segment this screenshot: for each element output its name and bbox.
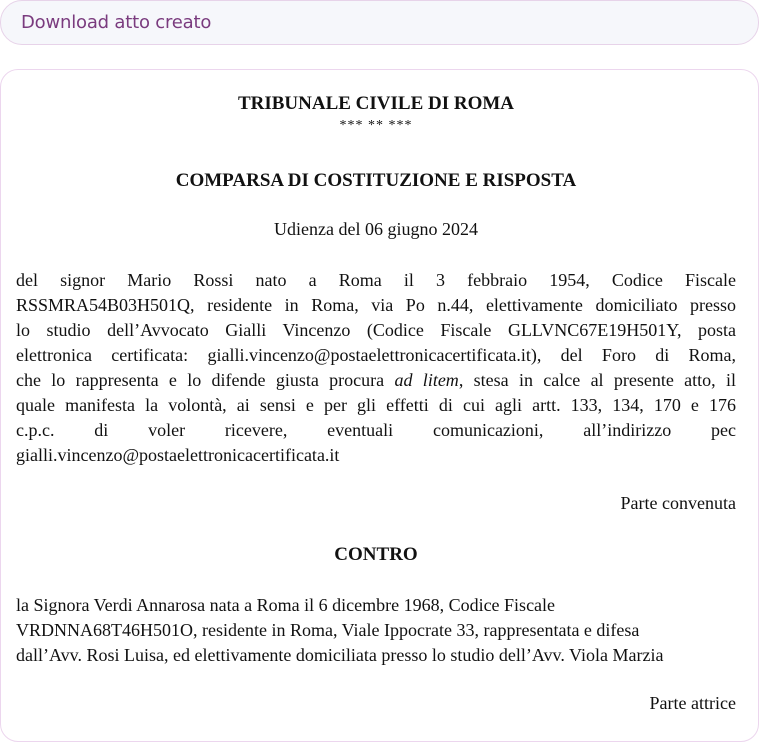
paragraph-line: la Signora Verdi Annarosa nata a Roma il 6 dicembre 1968, Codice Fiscale [16,595,556,615]
court-heading: TRIBUNALE CIVILE DI ROMA [237,93,515,114]
ad-litem-italic: ad litem [394,370,459,390]
download-button[interactable] [0,0,759,45]
procura-tail: , stesa in calce al presente atto, il [458,370,737,390]
document-card [0,69,759,742]
hearing-date: Udienza del 06 giugno 2024 [274,219,478,239]
role-defendant: Parte convenuta [620,493,736,513]
paragraph-line: c.p.c. di voler ricevere, eventuali comunicazioni, all’indirizzo pec [16,420,736,440]
download-label: Download atto creato [21,12,212,33]
paragraph-line: VRDNNA68T46H501O, residente in Roma, Viale Ippocrate 33, rappresentata e difesa [16,620,640,640]
paragraph-line: elettronica certificata: gialli.vincenzo@postaelettronicacertificata.it), del Foro di Roma, [16,345,736,365]
contro-heading: CONTRO [334,544,418,565]
separator-stars: *** ** *** [339,118,413,133]
plaintiff-paragraph [16,593,736,668]
paragraph-line: RSSMRA54B03H501Q, residente in Roma, via Po n.44, elettivamente domiciliato presso [16,295,736,315]
paragraph-line-procura [16,368,736,393]
defendant-paragraph [16,268,736,468]
procura-text: che lo rappresenta e lo difende giusta procura [16,370,395,390]
role-plaintiff: Parte attrice [649,693,736,713]
paragraph-line: del signor Mario Rossi nato a Roma il 3 febbraio 1954, Codice Fiscale [16,270,736,290]
paragraph-line: quale manifesta la volontà, ai sensi e per gli effetti di cui agli artt. 133, 134, 170 e 176 [16,395,736,415]
document-title: COMPARSA DI COSTITUZIONE E RISPOSTA [175,170,577,191]
paragraph-line: dall’Avv. Rosi Luisa, ed elettivamente domiciliata presso lo studio dell’Avv. Viola Marzia [16,645,664,665]
paragraph-line: gialli.vincenzo@postaelettronicacertificata.it [16,445,340,465]
paragraph-line: lo studio dell’Avvocato Gialli Vincenzo (Codice Fiscale GLLVNC67E19H501Y, posta [16,320,736,340]
